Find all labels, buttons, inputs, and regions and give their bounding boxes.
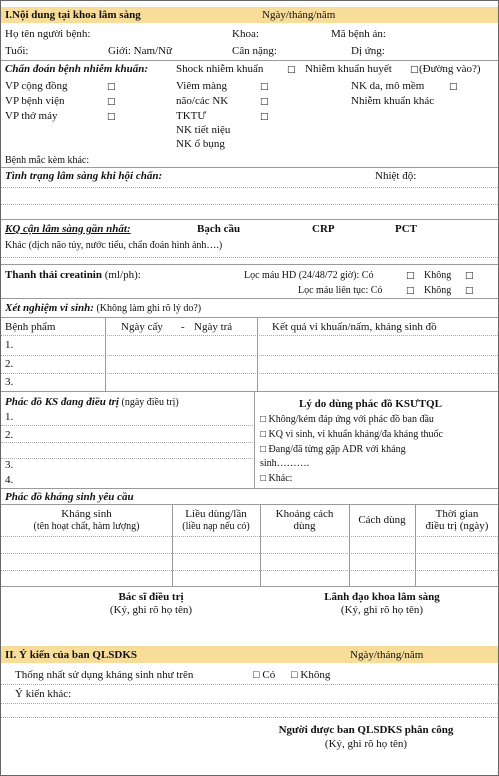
creatinine-label: Thanh thải creatinin [5, 269, 102, 281]
divider [1, 167, 498, 168]
patient-code-field[interactable]: Mã bệnh án: [331, 28, 386, 40]
col-dose-sub: (liều nạp nếu có) [182, 521, 250, 532]
col-interval-1: Khoảng cách [275, 508, 334, 520]
micro-row-3[interactable]: 3. [5, 376, 14, 388]
col-culture-date: Ngày cấy [121, 321, 163, 333]
agree-label: Thống nhất sử dụng kháng sinh như trên [15, 669, 194, 681]
micro-note: (Không làm ghi rõ lý do?) [93, 303, 202, 314]
section2-date-field[interactable]: Ngày/tháng/năm [350, 649, 424, 661]
head-title: Lãnh đạo khoa lâm sàng [324, 591, 440, 603]
agree-no-option[interactable]: □ Không [291, 669, 331, 681]
row-line [1, 553, 498, 554]
row-line [1, 355, 498, 356]
hd-dialysis-label: Lọc máu HD (24/48/72 giờ): Có [244, 270, 374, 281]
comorbidity-field[interactable]: Bệnh mắc kèm khác: [5, 155, 90, 166]
age-field[interactable]: Tuổi: [5, 45, 29, 57]
row-line [1, 458, 253, 459]
divider [1, 586, 498, 587]
cont-no-label: Không [424, 285, 452, 296]
department-field[interactable]: Khoa: [232, 28, 259, 40]
meningitis-checkbox-3[interactable]: □ [260, 112, 269, 122]
divider [1, 317, 498, 318]
col-interval-2: dùng [293, 520, 316, 532]
row-line [1, 536, 498, 537]
col-duration-2: điều trị (ngày) [425, 520, 489, 532]
row-line [1, 442, 253, 443]
continuous-dialysis-label: Lọc máu liên tục: Có [298, 285, 383, 296]
reason-title: Lý do dùng phác đồ KSƯTQL [299, 398, 442, 410]
section1-title: I.Nội dung tại khoa lâm sàng [5, 9, 141, 21]
meningitis-label-1: Viêm màng [176, 80, 227, 92]
wbc-field[interactable]: Bạch cầu [197, 223, 241, 235]
crp-field[interactable]: CRP [312, 223, 335, 235]
temperature-field[interactable]: Nhiệt độ: [375, 170, 417, 182]
labs-title: KQ cận lâm sàng gần nhất: [5, 223, 131, 235]
divider [1, 504, 498, 505]
micro-row-2[interactable]: 2. [5, 358, 14, 370]
micro-row-1[interactable]: 1. [5, 339, 14, 351]
meningitis-checkbox[interactable]: □ [260, 82, 269, 92]
current-row-3[interactable]: 3. [5, 459, 14, 471]
col-dash: - [181, 321, 185, 333]
col-dose: Liều dùng/lần [185, 508, 247, 520]
vp-community-checkbox[interactable]: □ [107, 82, 116, 92]
head-signature-note: (Ký, ghi rõ họ tên) [340, 604, 424, 616]
col-duration-1: Thời gian [435, 508, 479, 520]
section2-title: II. Ý kiến của ban QLSDKS [5, 649, 138, 661]
nk-skin-label: NK da, mô mềm [351, 80, 425, 92]
reason-option-4[interactable]: □ Khác: [260, 473, 293, 484]
current-title-line [5, 396, 179, 409]
nk-other-label: Nhiễm khuẩn khác [351, 95, 435, 107]
nk-skin-checkbox[interactable]: □ [449, 82, 458, 92]
table-vline [415, 504, 416, 586]
divider [1, 391, 498, 392]
table-vline [105, 317, 106, 391]
table-vline [172, 504, 173, 586]
creatinine-unit: (ml/ph): [102, 269, 141, 281]
divider [1, 264, 498, 265]
reason-option-3[interactable]: □ Đang/đã từng gặp ADR với kháng [260, 444, 406, 455]
vp-hospital-label: VP bệnh viện [5, 95, 65, 107]
current-row-2[interactable]: 2. [5, 429, 14, 441]
pct-field[interactable]: PCT [395, 223, 417, 235]
divider [1, 488, 498, 489]
writing-line [1, 684, 498, 685]
meningitis-label-2: não/các NK [176, 95, 229, 107]
reason-option-1[interactable]: □ Không/kém đáp ứng với phác đồ ban đầu [260, 414, 434, 425]
writing-line [1, 187, 498, 188]
nk-abdominal-label: NK ổ bụng [176, 138, 225, 150]
table-vline [349, 504, 350, 586]
agree-yes-option[interactable]: □ Có [253, 669, 276, 681]
hd-yes-checkbox[interactable]: □ [406, 271, 415, 281]
table-vline [260, 504, 261, 586]
writing-line [1, 717, 498, 718]
current-row-4[interactable]: 4. [5, 474, 14, 486]
shock-label: Shock nhiễm khuẩn [176, 63, 264, 75]
hd-no-checkbox[interactable]: □ [465, 271, 474, 281]
creatinine-field[interactable] [5, 269, 141, 282]
route-label: (Đường vào?) [419, 63, 481, 75]
doctor-signature-note: (Ký, ghi rõ họ tên) [109, 604, 193, 616]
meningitis-checkbox-2[interactable]: □ [260, 97, 269, 107]
labs-other-field[interactable]: Khác (dịch não tủy, nước tiểu, chẩn đoán hình ảnh….) [5, 240, 223, 251]
col-specimen: Bệnh phẩm [5, 321, 56, 333]
row-line [1, 373, 498, 374]
diagnosis-title: Chẩn đoán bệnh nhiễm khuẩn: [5, 63, 149, 75]
other-opinion-field[interactable]: Ý kiến khác: [15, 688, 72, 700]
bacteremia-checkbox[interactable]: □ [410, 65, 419, 75]
current-row-1[interactable]: 1. [5, 411, 14, 423]
vp-community-label: VP cộng đồng [5, 80, 68, 92]
writing-line [1, 257, 498, 258]
current-title: Phác đồ KS đang điều trị [5, 396, 119, 408]
requested-title: Phác đồ kháng sinh yêu cầu [5, 491, 134, 503]
col-antibiotic: Kháng sinh [61, 508, 112, 520]
gender-field[interactable]: Giới: Nam/Nữ [108, 45, 173, 57]
meningitis-label-3: TKTƯ [176, 110, 206, 122]
table-vline [254, 391, 255, 488]
patient-name-field[interactable]: Họ tên người bệnh: [5, 28, 91, 40]
current-note: (ngày điều trị) [119, 397, 179, 408]
bacteremia-label: Nhiễm khuẩn huyết [305, 63, 392, 75]
shock-checkbox[interactable]: □ [287, 65, 296, 75]
col-return-date: Ngày trả [194, 321, 233, 333]
col-antibiotic-sub: (tên hoạt chất, hàm lượng) [33, 521, 140, 532]
micro-title: Xét nghiệm vi sinh: [5, 302, 94, 314]
doctor-title: Bác sĩ điều trị [118, 591, 184, 603]
cont-yes-checkbox[interactable]: □ [406, 286, 415, 296]
col-result: Kết quả vi khuẩn/nấm, kháng sinh đồ [272, 321, 437, 333]
clinical-status-title: Tình trạng lâm sàng khi hội chẩn: [5, 170, 163, 182]
row-line [1, 425, 253, 426]
table-vline [257, 317, 258, 391]
nk-urinary-label: NK tiết niệu [176, 124, 231, 136]
vp-ventilator-checkbox[interactable]: □ [107, 112, 116, 122]
vp-hospital-checkbox[interactable]: □ [107, 97, 116, 107]
row-line [1, 335, 498, 336]
writing-line [1, 703, 498, 704]
micro-title-line [5, 302, 201, 315]
section1-date-field[interactable]: Ngày/tháng/năm [262, 9, 336, 21]
writing-line [1, 204, 498, 205]
divider [1, 219, 498, 220]
divider [1, 298, 498, 299]
signer-signature-note: (Ký, ghi rõ họ tên) [324, 738, 408, 750]
cont-no-checkbox[interactable]: □ [465, 286, 474, 296]
weight-field[interactable]: Cân nặng: [232, 45, 277, 57]
col-route: Cách dùng [358, 514, 406, 526]
vp-ventilator-label: VP thở máy [5, 110, 58, 122]
reason-option-2[interactable]: □ KQ vi sinh, vi khuẩn kháng/đa kháng thuốc [260, 429, 443, 440]
signer-title: Người được ban QLSDKS phân công [278, 724, 454, 736]
divider [1, 60, 498, 61]
allergy-field[interactable]: Dị ứng: [351, 45, 385, 57]
reason-option-3-cont: sinh………. [260, 458, 310, 469]
hd-no-label: Không [424, 270, 452, 281]
row-line [1, 570, 498, 571]
